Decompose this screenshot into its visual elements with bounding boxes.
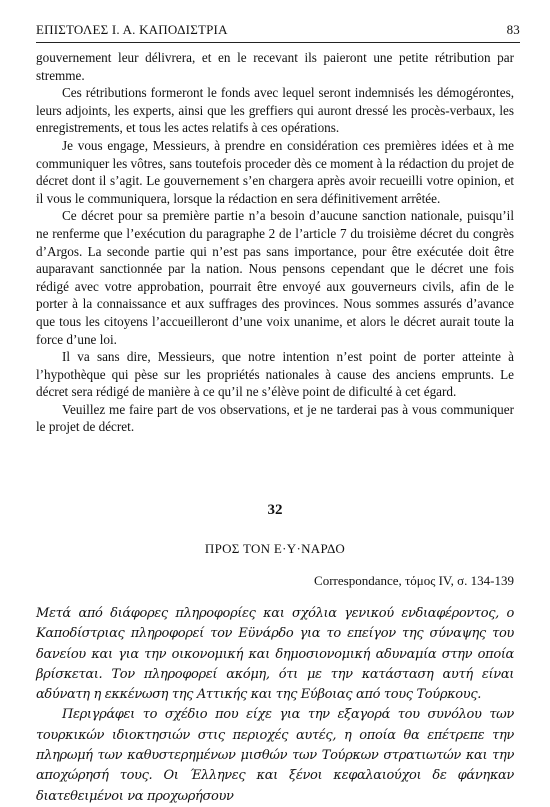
source-citation: Correspondance, τόμος IV, σ. 134-139	[314, 573, 514, 588]
letter-number: 32	[267, 502, 283, 518]
letter-summary-greek	[36, 604, 514, 807]
paragraph: Ces rétributions formeront le fonds avec lequel seront indemnisés les démogérontes, leurs adjoints, les experts, ainsi que les greffiers qui auront dressé les procès-verbaux, les enregistrements, et tous les actes relatifs à ces opérations.	[36, 85, 514, 136]
paragraph: Je vous engage, Messieurs, à prendre en considération ces premières idées et à me communiquer les vôtres, sans toutefois proceder dès ce moment à la rédaction du projet de décret dont il s’agit. Le gouvernement s’en chargera après avoir recueilli votre opinion, et il vous le communiquera, lorsque la rédaction en sera définitivement arrêtée.	[36, 137, 514, 206]
paragraph: Ce décret pour sa première partie n’a besoin d’aucune sanction nationale, puisqu’il ne renferme que l’exécution du paragraphe 2 de l’article 7 du troisième décret du congrès d’Argos. La seconde partie qui n’est pas sans importance, pour être exécutée doit être auparavant sanctionnée par la nation. Nous pensons cependant que le décret une fois rédigé avec votre approbation, pourrait être envoyé aux gouverneurs civils, afin de le porter à la connaissance et aux suffrages des provinces. Nous sommes assurés d’avance que tous les citoyens l’accueilleront d’une voix unanime, et alors le décret aurait toute la force d’une loi.	[36, 208, 514, 347]
running-header	[36, 20, 520, 43]
page-number: 83	[506, 22, 520, 37]
letter-heading: ΠΡΟΣ ΤΟΝ Ε·Υ·ΝΑΡΔΟ	[204, 541, 346, 556]
paragraph: Veuillez me faire part de vos observations, et je ne tarderai pas à vous communiquer le projet de décret.	[36, 401, 514, 435]
paragraph: gouvernement leur délivrera, et en le recevant ils paieront une petite rétribution par stremme.	[36, 50, 514, 83]
running-title: ΕΠΙΣΤΟΛΕΣ Ι. Α. ΚΑΠΟΔΙΣΤΡΙΑ	[36, 22, 228, 37]
summary-paragraph: Μετά από διάφορες πληροφορίες και σχόλια γενικού ενδιαφέροντος, ο Καποδίστριας πληροφορεί τον Εϋνάρδο για το επείγον της σύναψης του δανείου και για την οικονομική και δημοσιονομική αδυναμία στην οποία βρίσκεται. Τον πληροφορεί ακόμη, ότι με την κατάσταση αυτή είναι αδύνατη η εκκένωση της Αττικής και της Εύβοιας από τους Τούρκους.	[36, 606, 514, 703]
summary-paragraph: Περιγράφει το σχέδιο που είχε για την εξαγορά του συνόλου των τουρκικών ιδιοκτησιών στις περιοχές αυτές, η οποία θα επέτρεπε την πληρωμή των καθυστερημένων μισθών των Τούρκων στρατιωτών και την αποχώρησή τους. Οι Έλληνες και ξένοι κεφαλαιούχοι δε φάνηκαν διατεθειμένοι να προχωρήσουν	[36, 707, 514, 804]
letter-text-french	[36, 49, 514, 436]
paragraph: Il va sans dire, Messieurs, que notre intention n’est point de porter atteinte à l’hypothèque qui pèse sur les propriétés nationales à cause des anciens emprunts. Le décret sera rédigé de manière à ce qu’il ne s’élève point de dificulté à cet égard.	[36, 349, 514, 400]
